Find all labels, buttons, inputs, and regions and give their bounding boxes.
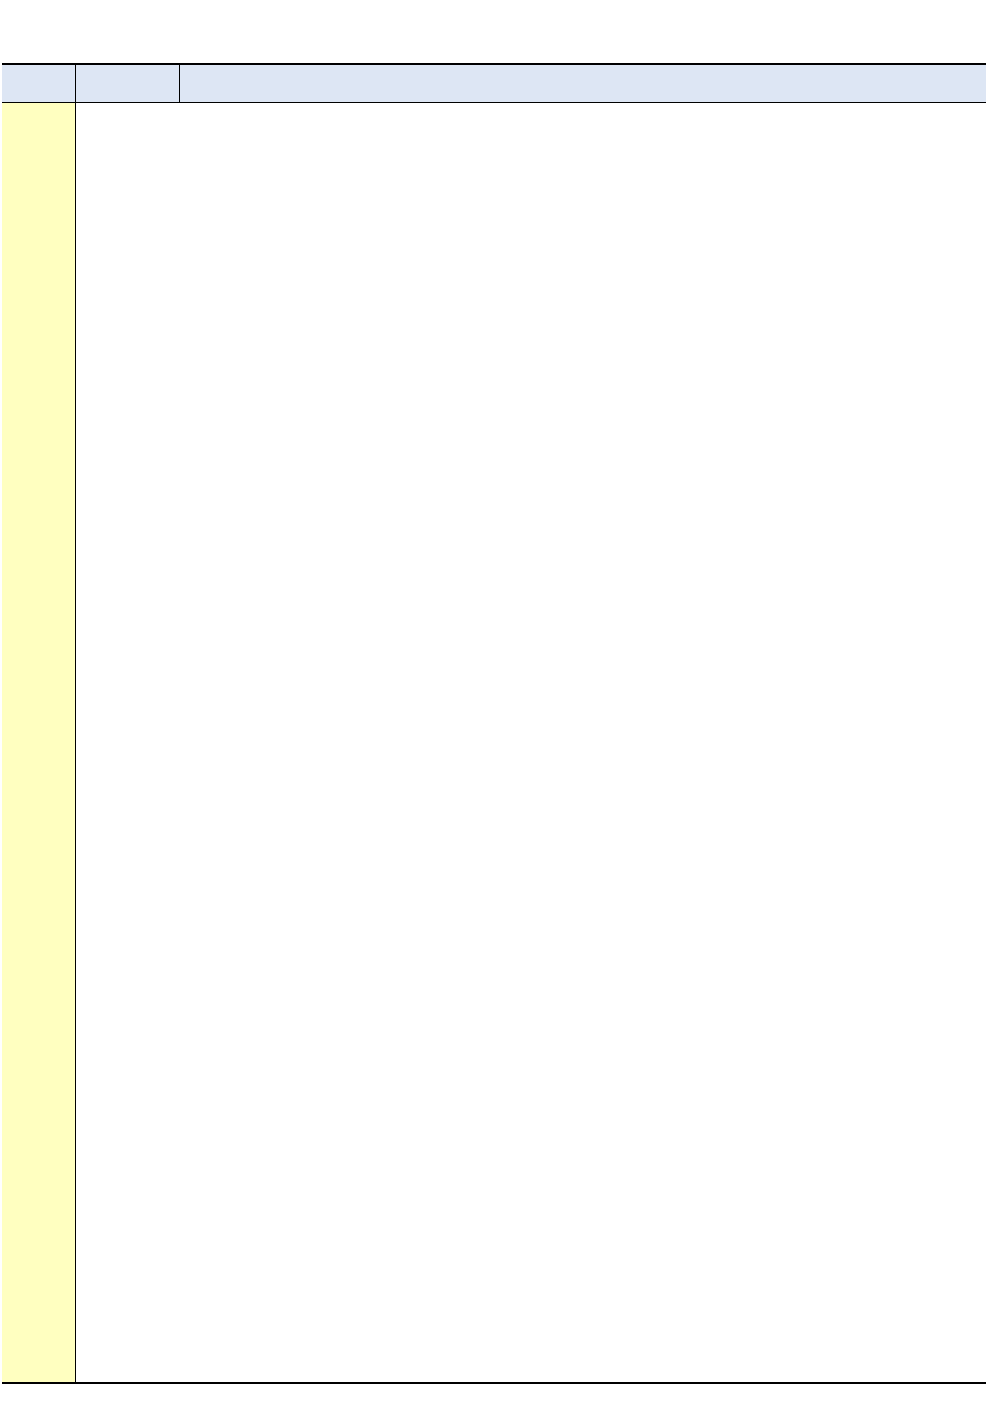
region-column	[2, 103, 76, 1382]
region-column-header	[2, 65, 76, 103]
data-table	[2, 63, 986, 1384]
table-header	[2, 63, 986, 103]
total-column-header	[76, 65, 180, 103]
table-body	[2, 103, 986, 1384]
